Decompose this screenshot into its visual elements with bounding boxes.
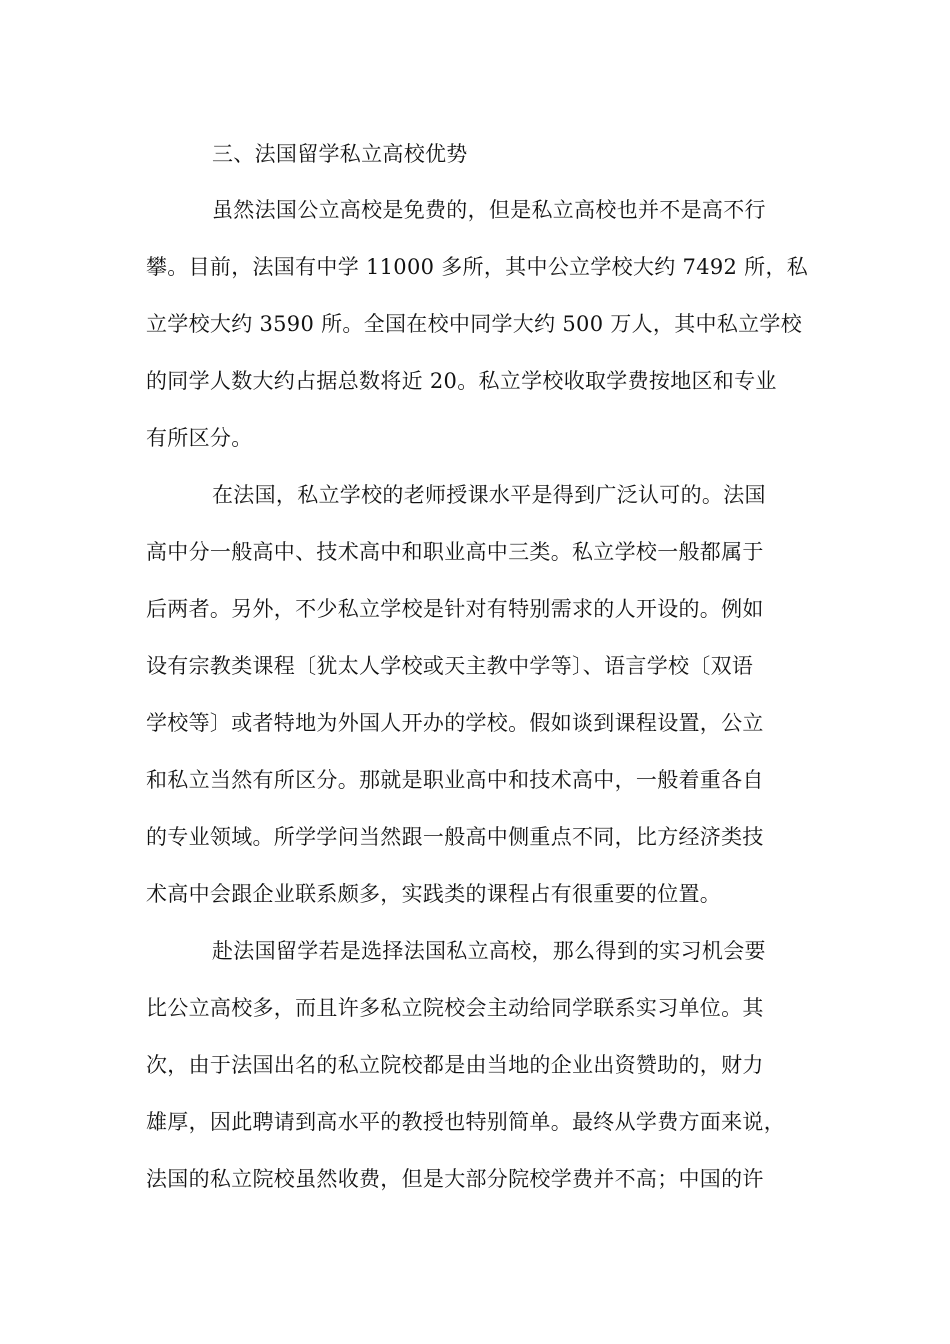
paragraph-2-line-2: 高中分一般高中、技术高中和职业高中三类。私立学校一般都属于 bbox=[146, 540, 764, 564]
paragraph-1-line-2: 攀。目前，法国有中学 11000 多所，其中公立学校大约 7492 所，私 bbox=[146, 255, 809, 279]
paragraph-3-line-3: 次，由于法国出名的私立院校都是由当地的企业出资赞助的，财力 bbox=[146, 1053, 764, 1077]
paragraph-2-line-7: 的专业领域。所学学问当然跟一般高中侧重点不同，比方经济类技 bbox=[146, 825, 764, 849]
paragraph-1-line-5: 有所区分。 bbox=[146, 426, 253, 450]
paragraph-2-line-1: 在法国，私立学校的老师授课水平是得到广泛认可的。法国 bbox=[212, 483, 766, 507]
paragraph-3-line-1: 赴法国留学若是选择法国私立高校，那么得到的实习机会要 bbox=[212, 939, 766, 963]
section-heading: 三、法国留学私立高校优势 bbox=[212, 142, 468, 166]
paragraph-2-line-6: 和私立当然有所区分。那就是职业高中和技术高中，一般着重各自 bbox=[146, 768, 764, 792]
paragraph-1-line-3: 立学校大约 3590 所。全国在校中同学大约 500 万人，其中私立学校 bbox=[146, 312, 803, 336]
paragraph-2-line-5: 学校等〕或者特地为外国人开办的学校。假如谈到课程设置，公立 bbox=[146, 711, 764, 735]
paragraph-2-line-4: 设有宗教类课程〔犹太人学校或天主教中学等〕、语言学校〔双语 bbox=[146, 654, 754, 678]
paragraph-3-line-4: 雄厚，因此聘请到高水平的教授也特别简单。最终从学费方面来说， bbox=[146, 1110, 785, 1134]
paragraph-3-line-2: 比公立高校多，而且许多私立院校会主动给同学联系实习单位。其 bbox=[146, 996, 764, 1020]
paragraph-2-line-3: 后两者。另外，不少私立学校是针对有特别需求的人开设的。例如 bbox=[146, 597, 764, 621]
paragraph-1-line-1: 虽然法国公立高校是免费的，但是私立高校也并不是高不行 bbox=[212, 198, 766, 222]
paragraph-1-line-4: 的同学人数大约占据总数将近 20。私立学校收取学费按地区和专业 bbox=[146, 369, 777, 393]
paragraph-3-line-5: 法国的私立院校虽然收费，但是大部分院校学费并不高；中国的许 bbox=[146, 1167, 764, 1191]
paragraph-2-line-8: 术高中会跟企业联系颇多，实践类的课程占有很重要的位置。 bbox=[146, 882, 722, 906]
